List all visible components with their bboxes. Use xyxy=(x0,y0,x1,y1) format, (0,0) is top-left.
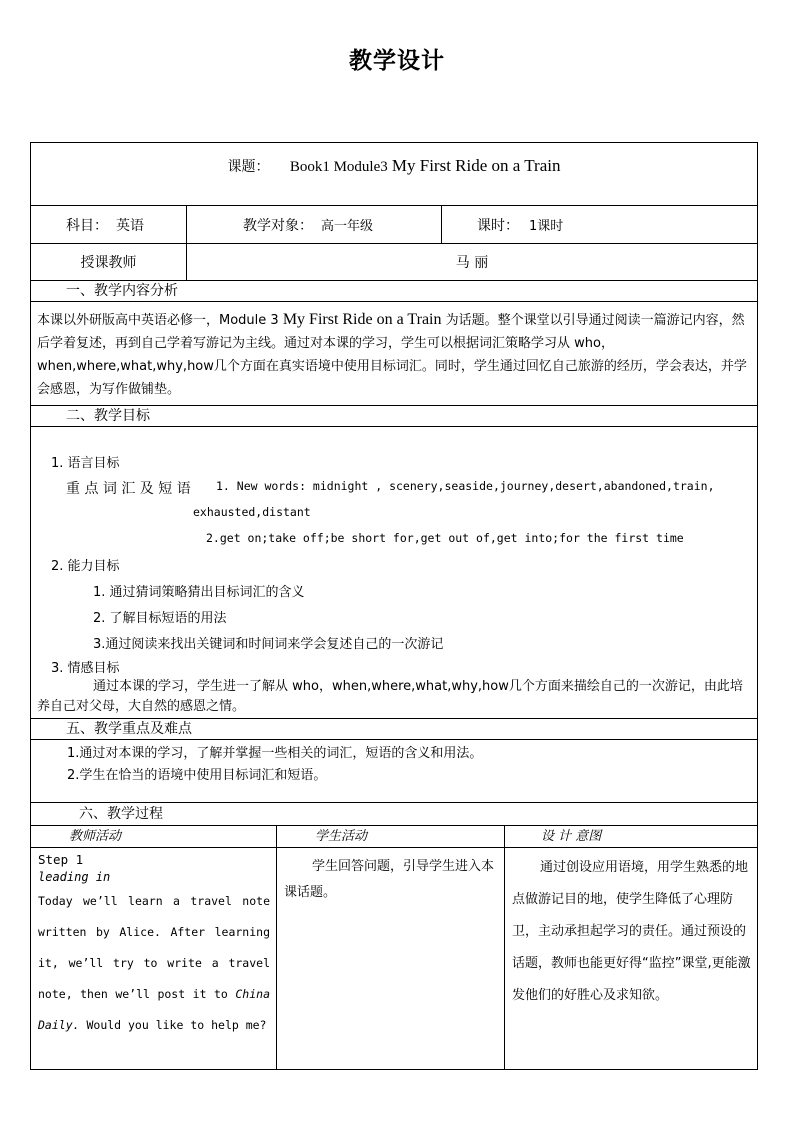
process-step-row xyxy=(31,848,758,1070)
topic-book: Book1 Module3 xyxy=(289,159,388,175)
section2-heading: 二、教学目标 xyxy=(31,406,758,427)
topic-title: My First Ride on a Train xyxy=(391,156,561,175)
col-teacher-header: 教师活动 xyxy=(31,826,277,848)
section6-heading: 六、教学过程 xyxy=(31,803,758,826)
section1-text-title: My First Ride on a Train xyxy=(282,311,442,328)
section1-text-a: 本课以外研版高中英语必修一，Module 3 xyxy=(37,313,283,328)
goal2-title: 2. 能力目标 xyxy=(51,559,120,574)
section5-content xyxy=(31,740,758,803)
col-student-header: 学生活动 xyxy=(277,826,505,848)
hours-label: 课时： xyxy=(477,217,519,234)
lesson-plan-table xyxy=(30,142,758,1070)
focus-item: 2.学生在恰当的语境中使用目标词汇和短语。 xyxy=(67,768,327,783)
topic-label: 课题： xyxy=(227,159,270,175)
section1-content xyxy=(31,302,758,406)
goal2-item: 1. 通过猜词策略猜出目标词汇的含义 xyxy=(93,585,305,600)
section5-heading: 五、教学重点及难点 xyxy=(31,719,758,740)
section1-heading: 一、教学内容分析 xyxy=(31,281,758,302)
goal3-title: 3. 情感目标 xyxy=(51,661,120,676)
document-title: 教学设计 xyxy=(349,48,445,74)
goal1-words: 1. New words: midnight , scenery,seaside,journey,desert,abandoned,train, xyxy=(216,479,715,493)
goal1-title: 1. 语言目标 xyxy=(51,456,120,471)
goal2-item: 2. 了解目标短语的用法 xyxy=(93,611,227,626)
goal1-words-cont: exhausted,distant xyxy=(193,505,311,519)
subject-value: 英语 xyxy=(116,217,144,234)
topic-row xyxy=(31,143,758,206)
teacher-label: 授课教师 xyxy=(31,244,187,281)
teacher-activity xyxy=(31,848,277,1070)
focus-item: 1.通过对本课的学习，了解并掌握一些相关的词汇，短语的含义和用法。 xyxy=(67,746,483,761)
step-sublabel: leading in xyxy=(38,870,111,884)
hours-value: 1课时 xyxy=(529,218,564,234)
section2-content xyxy=(31,427,758,719)
student-activity: 学生回答问题，引导学生进入本课话题。 xyxy=(277,848,505,1070)
audience-label: 教学对象： xyxy=(243,217,313,234)
goal1-label: 重 点 词 汇 及 短 语 xyxy=(66,481,191,497)
goal3-text: 通过本课的学习，学生进一了解从 who，when,where,what,why,how几个方面来描绘自己的一次游记，由此培养自己对父母，大自然的感恩之情。 xyxy=(37,679,743,714)
subject-label: 科目： xyxy=(66,217,108,234)
audience-value: 高一年级 xyxy=(321,218,374,234)
section1-text-b: 为话题。整个课堂以引导通过阅读一篇游记内容，然后学着复述，再到自己学着写游记为主线。通过对本课的学习，学生可以根据词汇策略学习从 who，when,where,what,why,how几个方面在真实语境中使用目标词汇。同时，学生通过回忆自己旅游的经历，学会表达，并学会感恩，为写作做铺垫。 xyxy=(37,313,747,397)
info-row xyxy=(31,206,758,244)
goal1-phrases: 2.get on;take off;be short for,get out of,get into;for the first time xyxy=(206,531,684,545)
col-design-header: 设 计 意图 xyxy=(505,826,758,848)
design-intent: 通过创设应用语境，用学生熟悉的地点做游记目的地，使学生降低了心理防卫，主动承担起学习的责任。通过预设的话题，教师也能更好得“监控”课堂,更能激发他们的好胜心及求知欲。 xyxy=(505,848,758,1070)
process-header-row xyxy=(31,826,758,848)
goal2-item: 3.通过阅读来找出关键词和时间词来学会复述自己的一次游记 xyxy=(93,637,444,652)
newspaper-name: China Daily. xyxy=(38,987,270,1032)
teacher-text-a: Today we’ll learn a travel note written by Alice. After learning it, we’ll try to write a travel note, then we’ll post it to xyxy=(38,894,270,1001)
step-label: Step 1 xyxy=(38,852,84,867)
teacher-row xyxy=(31,244,758,281)
teacher-value: 马 丽 xyxy=(187,244,758,281)
teacher-text-b: Would you like to help me? xyxy=(79,1018,267,1032)
